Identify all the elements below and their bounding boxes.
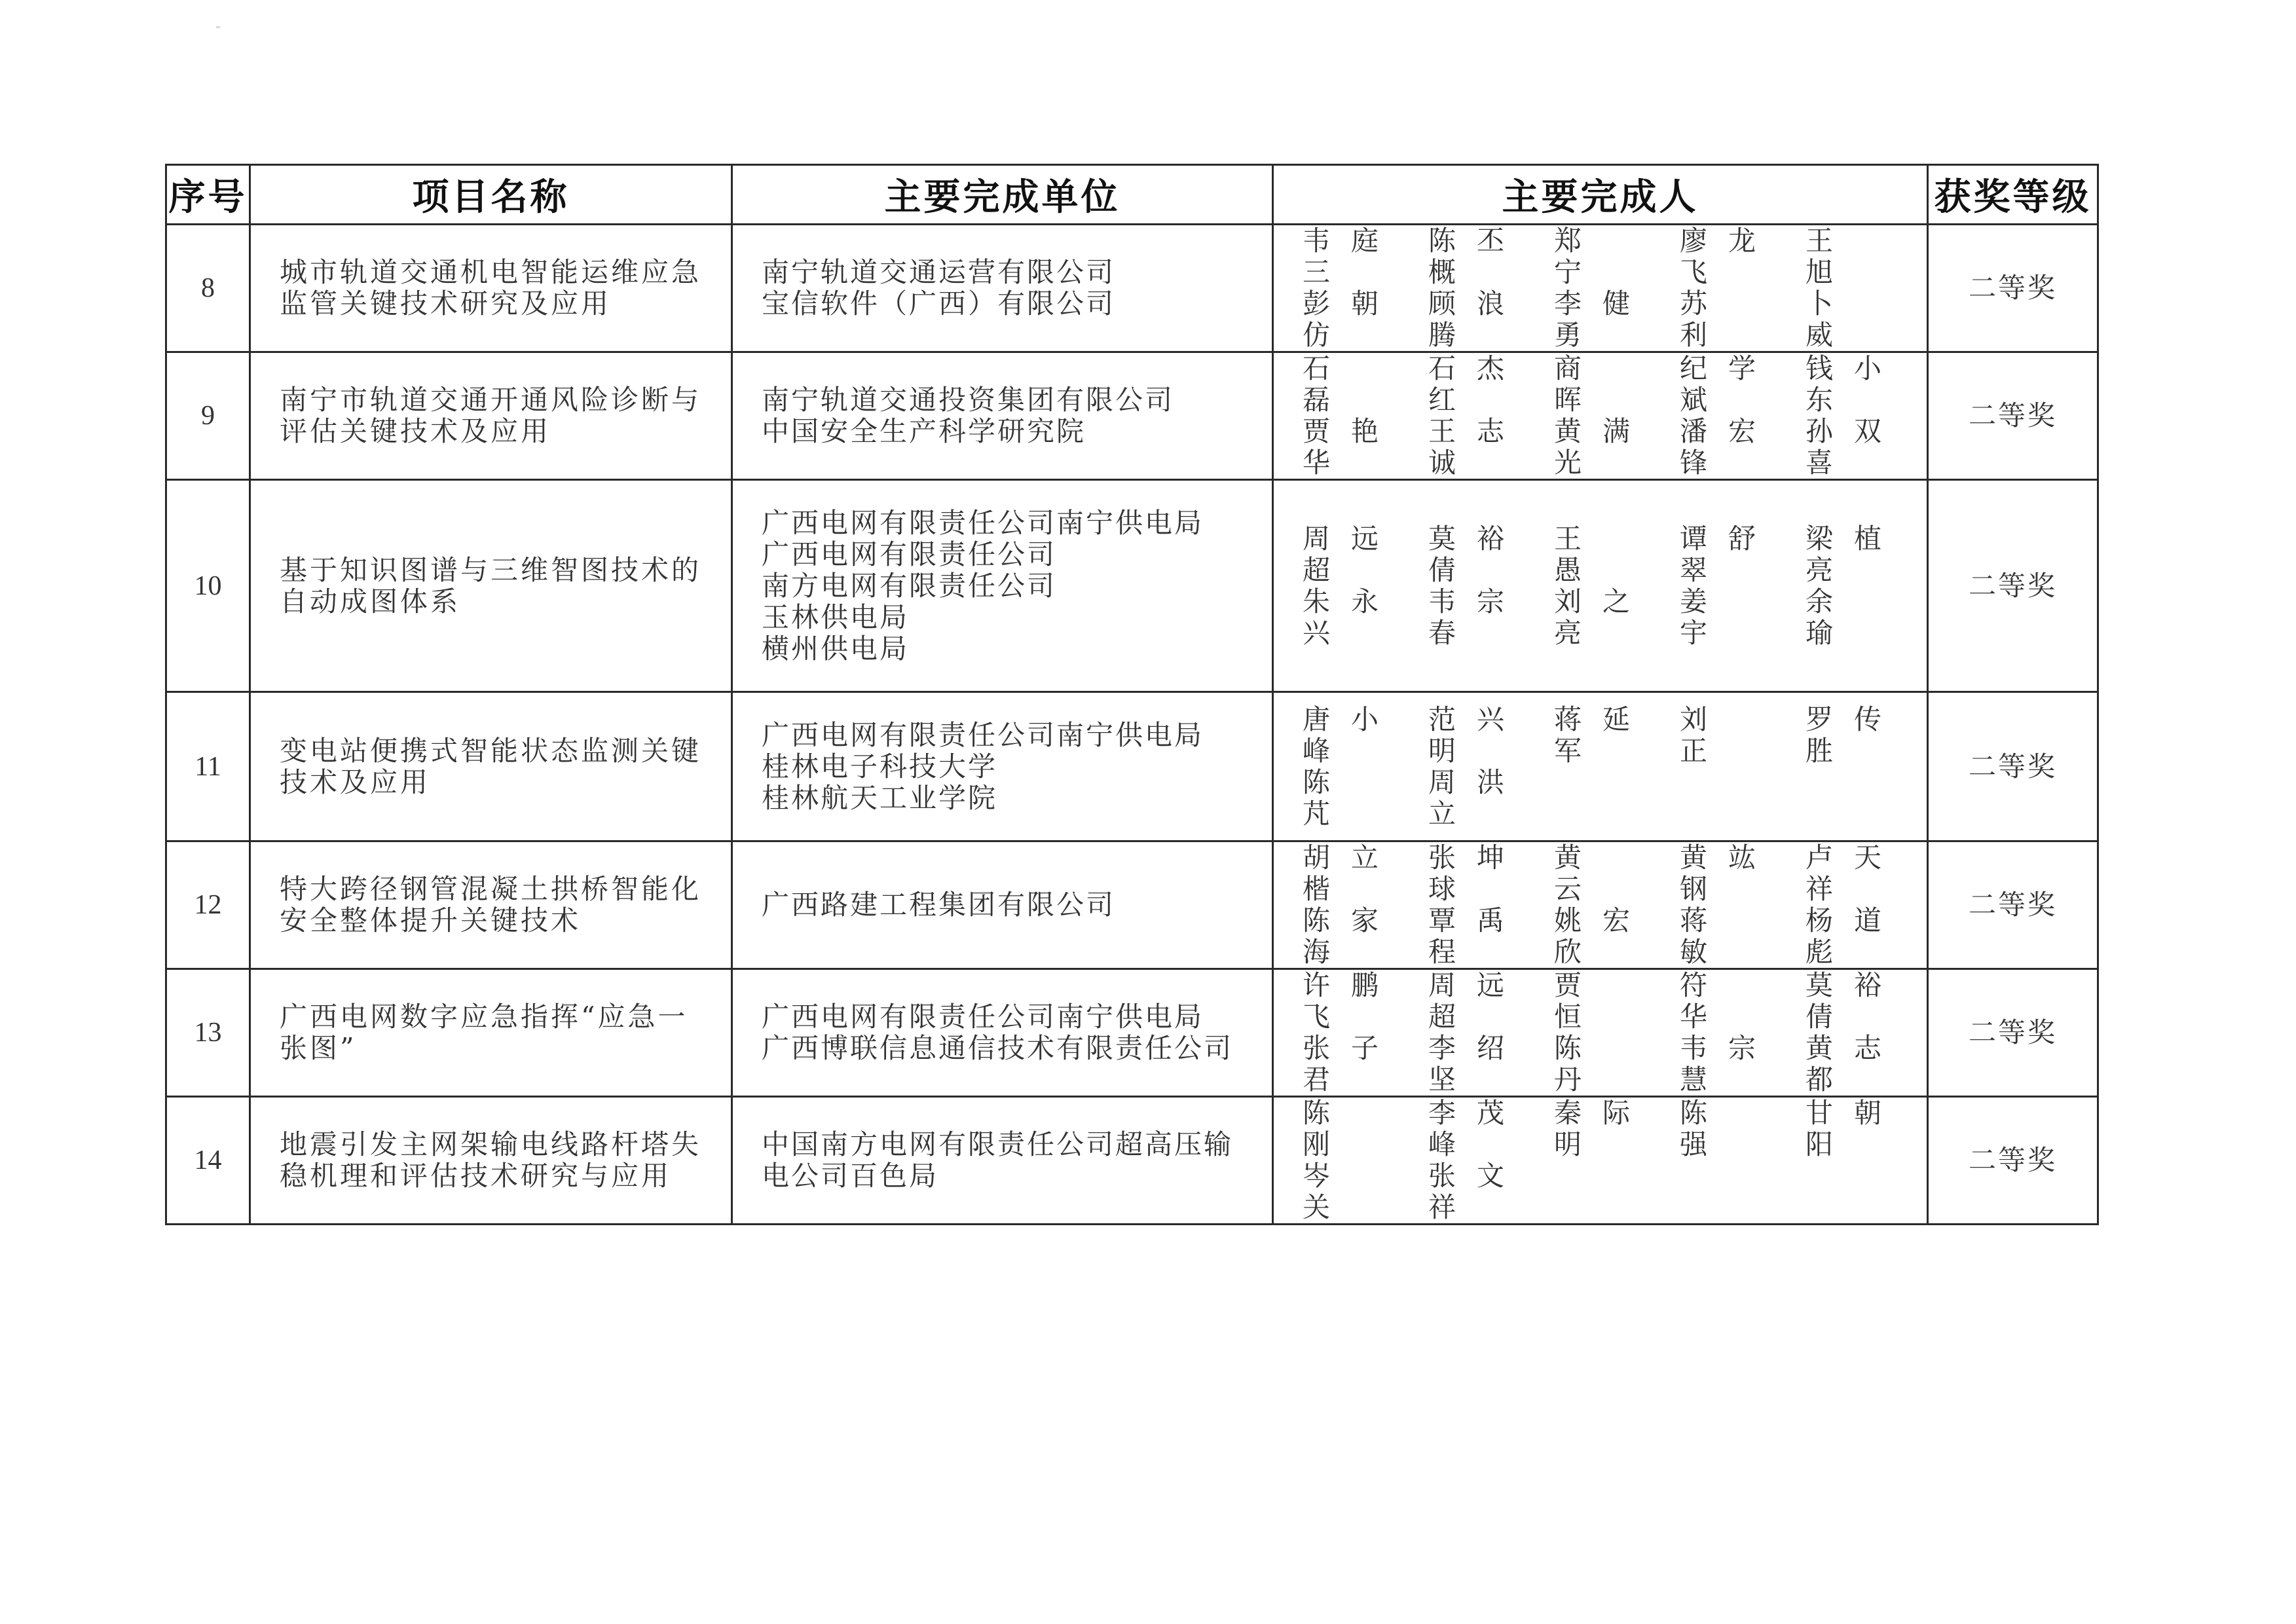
people-line — [1303, 704, 1915, 767]
unit-line: 桂林航天工业学院 — [762, 781, 998, 814]
unit-line: 宝信软件（广西）有限公司 — [762, 287, 1116, 320]
person-name: 苏 利 — [1680, 287, 1738, 351]
cell-main-units — [732, 352, 1273, 480]
person-name: 莫裕倩 — [1805, 969, 1883, 1033]
header-main-people: 主要完成人 — [1273, 165, 1928, 225]
person-name: 周远超 — [1428, 969, 1506, 1033]
cell-award-level: 二等奖 — [1928, 1097, 2098, 1225]
unit-line: 横州供电局 — [762, 632, 910, 665]
people-line — [1303, 842, 1915, 905]
person-name: 顾浪腾 — [1428, 287, 1506, 351]
cell-main-units — [732, 841, 1273, 969]
table-row — [166, 352, 2098, 480]
people-line — [1303, 1033, 1915, 1096]
project-name-line: 自动成图体系 — [280, 585, 461, 618]
cell-award-level: 二等奖 — [1928, 841, 2098, 969]
person-name: 许鹏飞 — [1303, 969, 1380, 1033]
project-name-line: 监管关键技术研究及应用 — [280, 287, 612, 320]
unit-line: 中国南方电网有限责任公司超高压输 — [762, 1128, 1234, 1160]
cell-main-people — [1273, 692, 1928, 841]
person-name: 陈 刚 — [1303, 1097, 1361, 1160]
person-name: 王志诚 — [1428, 415, 1506, 479]
person-name: 莫裕倩 — [1428, 522, 1506, 586]
unit-line: 玉林供电局 — [762, 600, 910, 633]
person-name: 张坤球 — [1428, 841, 1506, 905]
cell-award-level: 二等奖 — [1928, 225, 2098, 352]
cell-main-people — [1273, 841, 1928, 969]
person-name: 潘宏锋 — [1680, 415, 1757, 479]
people-line — [1303, 288, 1915, 351]
cell-main-people — [1273, 352, 1928, 480]
cell-main-people — [1273, 969, 1928, 1097]
project-name-line: 特大跨径钢管混凝土拱桥智能化 — [280, 873, 702, 905]
award-table — [165, 164, 2099, 1225]
unit-line: 广西电网有限责任公司南宁供电局 — [762, 718, 1204, 751]
person-name: 岑 关 — [1303, 1160, 1361, 1223]
header-award-level: 获奖等级 — [1928, 165, 2098, 225]
table-row — [166, 692, 2098, 841]
unit-line: 南宁轨道交通投资集团有限公司 — [762, 384, 1175, 416]
header-seq: 序号 — [166, 165, 250, 225]
person-name: 姚宏欣 — [1554, 904, 1631, 968]
person-name: 王 旭 — [1805, 225, 1864, 288]
person-name: 黄满光 — [1554, 415, 1631, 479]
cell-project-name — [250, 352, 732, 480]
project-name-line: 广西电网数字应急指挥“应急一 — [280, 1001, 688, 1033]
unit-line: 广西博联信息通信技术有限责任公司 — [762, 1032, 1234, 1064]
table-row — [166, 1097, 2098, 1225]
header-project-name: 项目名称 — [250, 165, 732, 225]
person-name: 谭舒翠 — [1680, 522, 1757, 586]
project-name-line: 南宁市轨道交通开通风险诊断与 — [280, 384, 702, 416]
unit-line: 南宁轨道交通运营有限公司 — [762, 256, 1116, 288]
table-body — [166, 225, 2098, 1225]
person-name: 韦宗春 — [1428, 585, 1506, 649]
person-name: 陈 丹 — [1554, 1032, 1612, 1096]
person-name: 卜 威 — [1805, 287, 1864, 351]
cell-project-name — [250, 1097, 732, 1225]
unit-line: 广西电网有限责任公司 — [762, 538, 1057, 570]
cell-seq: 11 — [166, 692, 250, 841]
cell-seq: 12 — [166, 841, 250, 969]
person-name: 蒋 敏 — [1680, 904, 1738, 968]
cell-project-name — [250, 841, 732, 969]
cell-seq: 10 — [166, 480, 250, 692]
table-row — [166, 841, 2098, 969]
cell-main-people — [1273, 1097, 1928, 1225]
cell-award-level: 二等奖 — [1928, 969, 2098, 1097]
person-name: 郑 宁 — [1554, 225, 1612, 288]
people-line — [1303, 523, 1915, 586]
cell-main-units — [732, 692, 1273, 841]
table-row — [166, 480, 2098, 692]
cell-main-units — [732, 480, 1273, 692]
person-name: 钱小东 — [1805, 352, 1883, 416]
person-name: 李健勇 — [1554, 287, 1631, 351]
person-name: 贾 恒 — [1554, 969, 1612, 1033]
person-name: 陈丕概 — [1428, 225, 1506, 288]
cell-award-level: 二等奖 — [1928, 480, 2098, 692]
person-name: 范兴明 — [1428, 703, 1506, 767]
person-name: 甘朝阳 — [1805, 1097, 1883, 1160]
people-line — [1303, 905, 1915, 968]
person-name: 黄 云 — [1554, 841, 1612, 905]
cell-project-name — [250, 692, 732, 841]
person-name: 唐小峰 — [1303, 703, 1380, 767]
cell-main-units — [732, 969, 1273, 1097]
unit-line: 广西电网有限责任公司南宁供电局 — [762, 1001, 1204, 1033]
unit-line: 广西电网有限责任公司南宁供电局 — [762, 506, 1204, 539]
person-name: 覃禹程 — [1428, 904, 1506, 968]
unit-line: 桂林电子科技大学 — [762, 750, 998, 783]
people-line — [1303, 1160, 1915, 1223]
unit-line: 南方电网有限责任公司 — [762, 569, 1057, 602]
person-name: 罗传胜 — [1805, 703, 1883, 767]
unit-line: 电公司百色局 — [762, 1160, 939, 1192]
person-name: 韦宗慧 — [1680, 1032, 1757, 1096]
person-name: 刘之亮 — [1554, 585, 1631, 649]
person-name: 陈 强 — [1680, 1097, 1738, 1160]
people-line — [1303, 586, 1915, 649]
person-name: 李绍坚 — [1428, 1032, 1506, 1096]
people-line — [1303, 416, 1915, 479]
cell-main-units — [732, 225, 1273, 352]
person-name: 彭朝仿 — [1303, 287, 1380, 351]
cell-seq: 9 — [166, 352, 250, 480]
scan-speck — [216, 26, 220, 28]
table-header-row — [166, 165, 2098, 225]
person-name: 梁植亮 — [1805, 522, 1883, 586]
table-row — [166, 225, 2098, 352]
people-line — [1303, 353, 1915, 416]
person-name: 姜 宇 — [1680, 585, 1738, 649]
person-name: 黄竑钢 — [1680, 841, 1757, 905]
cell-main-people — [1273, 480, 1928, 692]
person-name: 刘 正 — [1680, 703, 1738, 767]
project-name-line: 技术及应用 — [280, 766, 431, 798]
cell-project-name — [250, 480, 732, 692]
cell-seq: 13 — [166, 969, 250, 1097]
people-line — [1303, 225, 1915, 288]
person-name: 陈家海 — [1303, 904, 1380, 968]
project-name-line: 张图” — [280, 1032, 357, 1064]
person-name: 王 愚 — [1554, 522, 1612, 586]
project-name-line: 评估关键技术及应用 — [280, 415, 551, 447]
table-row — [166, 969, 2098, 1097]
project-name-line: 安全整体提升关键技术 — [280, 904, 582, 936]
cell-award-level: 二等奖 — [1928, 352, 2098, 480]
unit-line: 中国安全生产科学研究院 — [762, 415, 1086, 447]
people-line — [1303, 970, 1915, 1033]
person-name: 张子君 — [1303, 1032, 1380, 1096]
cell-project-name — [250, 969, 732, 1097]
person-name: 黄志都 — [1805, 1032, 1883, 1096]
person-name: 商 晖 — [1554, 352, 1612, 416]
project-name-line: 变电站便携式智能状态监测关键 — [280, 734, 702, 767]
person-name: 石杰红 — [1428, 352, 1506, 416]
person-name: 周洪立 — [1428, 766, 1506, 830]
person-name: 朱永兴 — [1303, 585, 1380, 649]
cell-main-units — [732, 1097, 1273, 1225]
person-name: 余 瑜 — [1805, 585, 1864, 649]
project-name-line: 城市轨道交通机电智能运维应急 — [280, 256, 702, 288]
person-name: 陈 芃 — [1303, 766, 1361, 830]
person-name: 杨道彪 — [1805, 904, 1883, 968]
person-name: 韦庭三 — [1303, 225, 1380, 288]
project-name-line: 稳机理和评估技术研究与应用 — [280, 1160, 672, 1192]
cell-seq: 14 — [166, 1097, 250, 1225]
person-name: 周远超 — [1303, 522, 1380, 586]
cell-seq: 8 — [166, 225, 250, 352]
person-name: 卢天祥 — [1805, 841, 1883, 905]
people-line — [1303, 1098, 1915, 1160]
person-name: 李茂峰 — [1428, 1097, 1506, 1160]
header-main-units: 主要完成单位 — [732, 165, 1273, 225]
person-name: 秦际明 — [1554, 1097, 1631, 1160]
person-name: 石 磊 — [1303, 352, 1361, 416]
person-name: 孙双喜 — [1805, 415, 1883, 479]
cell-main-people — [1273, 225, 1928, 352]
person-name: 蒋延军 — [1554, 703, 1631, 767]
person-name: 胡立楷 — [1303, 841, 1380, 905]
person-name: 符 华 — [1680, 969, 1738, 1033]
cell-project-name — [250, 225, 732, 352]
person-name: 张文祥 — [1428, 1160, 1506, 1223]
people-line — [1303, 767, 1915, 830]
person-name: 纪学斌 — [1680, 352, 1757, 416]
project-name-line: 地震引发主网架输电线路杆塔失 — [280, 1128, 702, 1160]
person-name: 贾艳华 — [1303, 415, 1380, 479]
project-name-line: 基于知识图谱与三维智图技术的 — [280, 553, 702, 586]
unit-line: 广西路建工程集团有限公司 — [762, 889, 1116, 921]
person-name: 廖龙飞 — [1680, 225, 1757, 288]
cell-award-level: 二等奖 — [1928, 692, 2098, 841]
